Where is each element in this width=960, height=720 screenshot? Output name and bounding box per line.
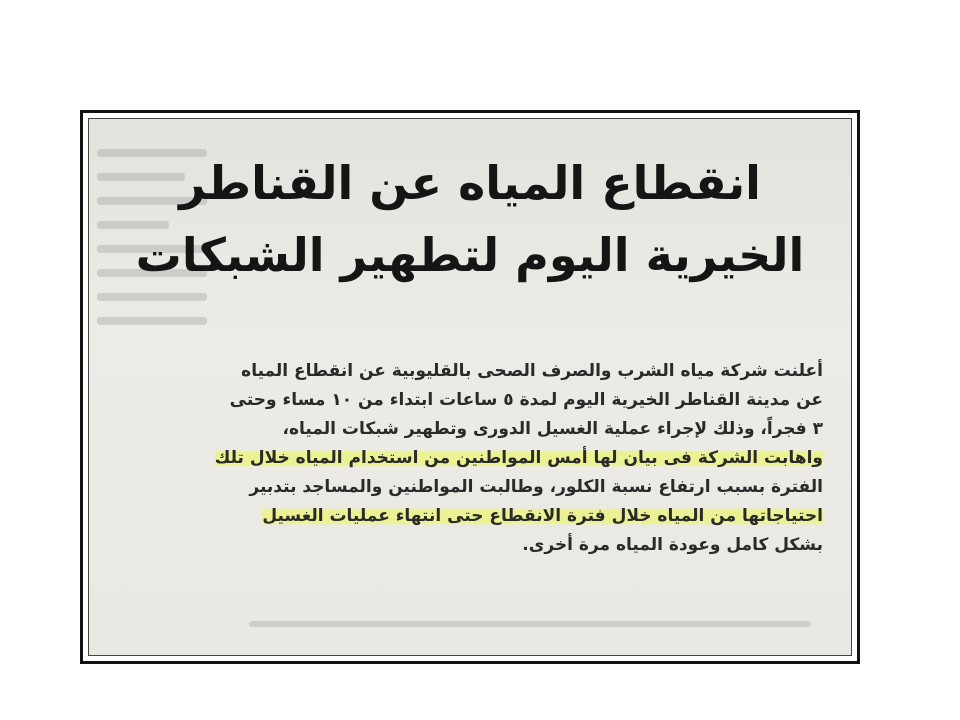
body-line: بشكل كامل وعودة المياه مرة أخرى. [522,535,823,555]
body-line-highlighted [109,502,823,531]
body-line: أعلنت شركة مياه الشرب والصرف الصحى بالقليوبية عن انقطاع المياه [241,361,823,381]
headline-line-1: انقطاع المياه عن القناطر [179,156,761,210]
article-headline [129,147,811,291]
newspaper-clipping [88,118,852,656]
headline-line-2: الخيرية اليوم لتطهير الشبكات [135,228,805,282]
highlight-span: واهابت الشركة فى بيان لها أمس المواطنين من استخدام المياه خلال تلك [214,448,823,468]
body-line: الفترة بسبب ارتفاع نسبة الكلور، وطالبت المواطنين والمساجد بتدبير [249,477,823,497]
clipping-frame [80,110,860,664]
bleed-through-bottom [249,621,811,635]
highlight-span: احتياجاتها من المياه خلال فترة الانقطاع حتى انتهاء عمليات الغسيل [262,506,823,526]
article-body [109,357,823,560]
body-line: ٣ فجراً، وذلك لإجراء عملية الغسيل الدورى وتطهير شبكات المياه، [282,419,823,439]
body-line: عن مدينة القناطر الخيرية اليوم لمدة ٥ ساعات ابتداء من ١٠ مساء وحتى [229,390,823,410]
body-line-highlighted [109,444,823,473]
